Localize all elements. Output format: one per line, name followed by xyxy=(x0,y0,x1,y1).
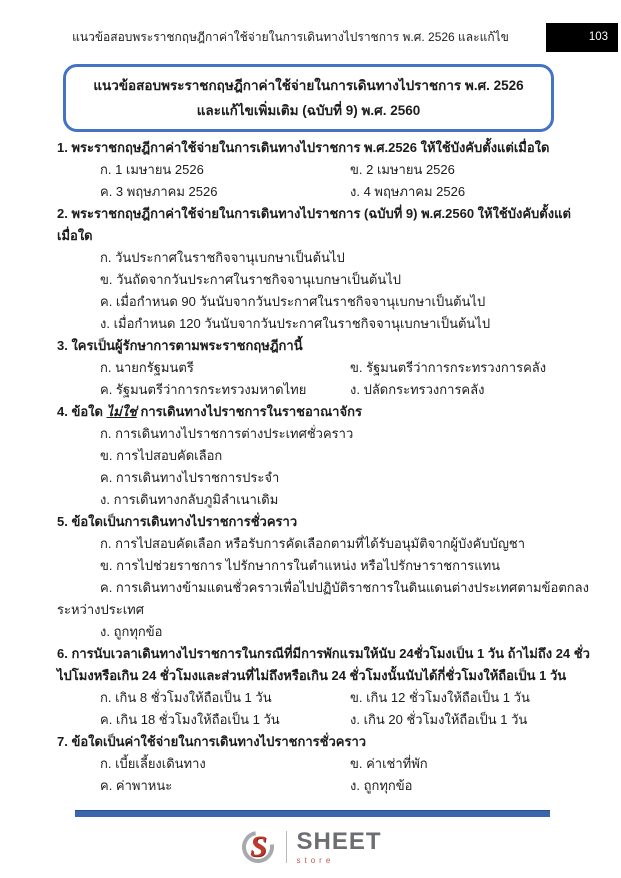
brand-subtitle: store xyxy=(296,855,335,865)
question-7-text: 7. ข้อใดเป็นค่าใช้จ่ายในการเดินทางไปราชการชั่วคราว xyxy=(57,734,367,749)
question-7-options-row-1 xyxy=(57,753,591,775)
question-3-option-b: ข. รัฐมนตรีว่าการกระทรวงการคลัง xyxy=(350,360,547,375)
question-1-option-d: ง. 4 พฤษภาคม 2526 xyxy=(350,184,466,199)
question-7-option-d: ง. ถูกทุกข้อ xyxy=(350,778,413,793)
question-5-option-b: ข. การไปช่วยราชการ ไปรักษาการในตำแหน่ง หรือไปรักษาราชการแทน xyxy=(100,558,501,573)
question-3-option-a: ก. นายกรัฐมนตรี xyxy=(100,360,194,375)
question-4-option-d: ง. การเดินทางกลับภูมิลำเนาเดิม xyxy=(100,492,279,507)
question-1-option-c: ค. 3 พฤษภาคม 2526 xyxy=(100,184,218,199)
footer-divider-bar xyxy=(75,810,550,817)
exam-title-box xyxy=(63,64,554,132)
question-4-text-pre: 4. ข้อใด xyxy=(57,404,107,419)
page-number-badge: 103 xyxy=(546,23,618,52)
question-6-option-d: ง. เกิน 20 ชั่วโมงให้ถือเป็น 1 วัน xyxy=(350,712,528,727)
question-2-option-a: ก. วันประกาศในราชกิจจานุเบกษาเป็นต้นไป xyxy=(100,250,345,265)
question-1-text: 1. พระราชกฤษฎีกาค่าใช้จ่ายในการเดินทางไปราชการ พ.ศ.2526 ให้ใช้บังคับตั้งแต่เมื่อใด xyxy=(57,140,550,155)
question-3-text: 3. ใครเป็นผู้รักษาการตามพระราชกฤษฎีกานี้ xyxy=(57,338,303,353)
question-6-option-c: ค. เกิน 18 ชั่วโมงให้ถือเป็น 1 วัน xyxy=(100,712,280,727)
question-4-option-b: ข. การไปสอบคัดเลือก xyxy=(100,448,223,463)
question-6 xyxy=(57,643,591,731)
question-4-option-a: ก. การเดินทางไปราชการต่างประเทศชั่วคราว xyxy=(100,426,354,441)
question-1-option-a: ก. 1 เมษายน 2526 xyxy=(100,162,204,177)
question-2-text: 2. พระราชกฤษฎีกาค่าใช้จ่ายในการเดินทางไปราชการ (ฉบับที่ 9) พ.ศ.2560 ให้ใช้บังคับตั้งแต่เมื่อใด xyxy=(57,206,571,243)
logo-divider-line xyxy=(286,831,287,863)
question-6-text: 6. การนับเวลาเดินทางไปราชการในกรณีที่มีการพักแรมให้นับ 24ชั่วโมงเป็น 1 วัน ถ้าไม่ถึง 24 ชั่วไปโมงหรือเกิน 24 ชั่วโมงและส่วนที่ไม่ถึงหรือเกิน 24 ชั่วโมงนั้นนับได้กี่ชั่วโมงให้ถือเป็น 1 วัน xyxy=(57,646,590,683)
question-5-option-d: ง. ถูกทุกข้อ xyxy=(100,624,163,639)
question-4-option-c: ค. การเดินทางไปราชการประจำ xyxy=(100,470,280,485)
question-5-text: 5. ข้อใดเป็นการเดินทางไปราชการชั่วคราว xyxy=(57,514,298,529)
question-7-option-a: ก. เบี้ยเลี้ยงเดินทาง xyxy=(100,756,206,771)
question-3-options-row-1 xyxy=(57,357,591,379)
running-header-title: แนวข้อสอบพระราชกฤษฎีกาค่าใช้จ่ายในการเดินทางไปราชการ พ.ศ. 2526 และแก้ไข xyxy=(72,30,509,44)
question-7-option-b: ข. ค่าเช่าที่พัก xyxy=(350,756,428,771)
question-2-option-c: ค. เมื่อกำหนด 90 วันนับจากวันประกาศในราชกิจจานุเบกษาเป็นต้นไป xyxy=(100,294,486,309)
question-7-option-c: ค. ค่าพาหนะ xyxy=(100,778,173,793)
question-6-option-b: ข. เกิน 12 ชั่วโมงให้ถือเป็น 1 วัน xyxy=(350,690,530,705)
question-4 xyxy=(57,401,591,511)
question-3-option-d: ง. ปลัดกระทรวงการคลัง xyxy=(350,382,485,397)
question-7 xyxy=(57,731,591,797)
question-6-options-row-2 xyxy=(57,709,591,731)
question-1-options-row-2 xyxy=(57,181,591,203)
logo-wordmark xyxy=(296,827,382,865)
question-2-option-d: ง. เมื่อกำหนด 120 วันนับจากวันประกาศในราชกิจจานุเบกษาเป็นต้นไป xyxy=(100,316,491,331)
question-4-text-post: การเดินทางไปราชการในราชอาณาจักร xyxy=(140,404,362,419)
exam-title: แนวข้อสอบพระราชกฤษฎีกาค่าใช้จ่ายในการเดินทางไปราชการ พ.ศ. 2526 และแก้ไขเพิ่มเติม (ฉบับที่ 9) พ.ศ. 2560 xyxy=(93,78,524,118)
question-7-options-row-2 xyxy=(57,775,591,797)
question-6-option-a: ก. เกิน 8 ชั่วโมงให้ถือเป็น 1 วัน xyxy=(100,690,272,705)
brand-name: SHEET xyxy=(296,827,382,855)
page-header xyxy=(0,23,621,53)
question-3 xyxy=(57,335,591,401)
question-6-options-row-1 xyxy=(57,687,591,709)
question-1 xyxy=(57,137,591,203)
question-5 xyxy=(57,511,591,643)
sheet-store-logo-icon xyxy=(239,828,277,866)
question-4-text-emphasis: ไม่ใช่ xyxy=(106,404,137,419)
question-2 xyxy=(57,203,591,335)
questions-section xyxy=(57,137,591,797)
question-3-options-row-2 xyxy=(57,379,591,401)
question-5-option-c: ค. การเดินทางข้ามแดนชั่วคราวเพื่อไปปฏิบัติราชการในดินแดนต่างประเทศตามข้อตกลงระหว่างประเทศ xyxy=(57,580,589,617)
question-2-option-b: ข. วันถัดจากวันประกาศในราชกิจจานุเบกษาเป็นต้นไป xyxy=(100,272,401,287)
question-3-option-c: ค. รัฐมนตรีว่าการกระทรวงมหาดไทย xyxy=(100,382,307,397)
question-4-text xyxy=(57,401,591,423)
question-1-option-b: ข. 2 เมษายน 2526 xyxy=(350,162,455,177)
question-1-options-row-1 xyxy=(57,159,591,181)
logo-letter: S xyxy=(250,830,267,863)
question-5-option-a: ก. การไปสอบคัดเลือก หรือรับการคัดเลือกตามที่ได้รับอนุมัติจากผู้บังคับบัญชา xyxy=(100,536,526,551)
sheet-store-logo xyxy=(0,828,621,866)
